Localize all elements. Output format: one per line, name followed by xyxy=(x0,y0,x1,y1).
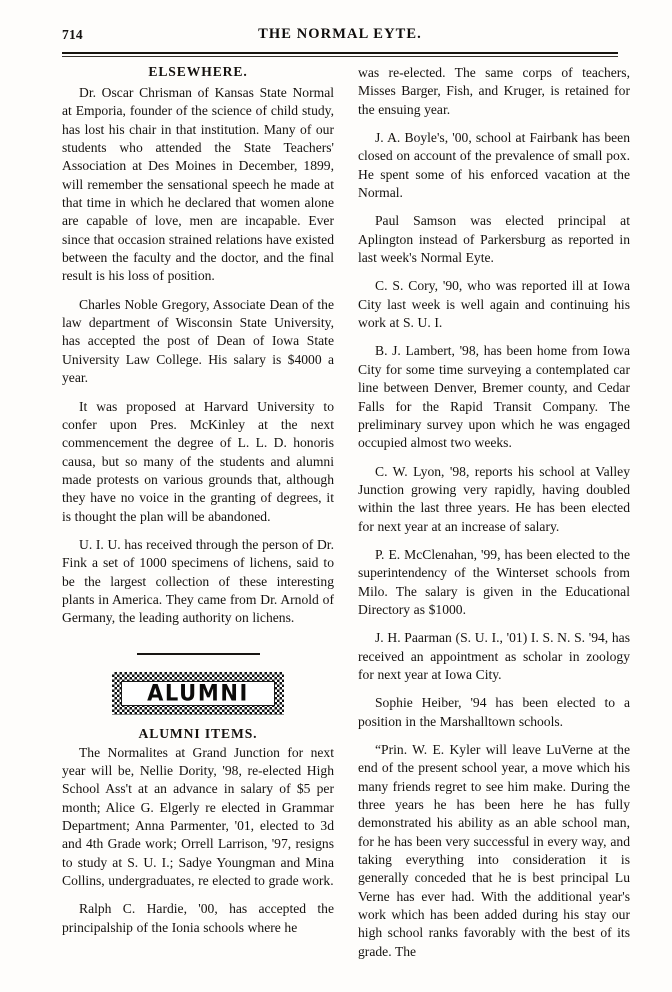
paragraph: was re-elected. The same corps of teachers, Misses Barger, Fish, and Kruger, is retained for the ensuing year. xyxy=(358,65,630,117)
alumni-banner xyxy=(62,672,334,720)
paragraph: C. S. Cory, '90, who was reported ill at Iowa City last week is well again and continuing his work at S. U. I. xyxy=(358,278,630,331)
paragraph: C. W. Lyon, '98, reports his school at Valley Junction growing very rapidly, having doubled within the last three years. He has been elected for next year at an increase of salary. xyxy=(358,463,630,534)
paragraph: Ralph C. Hardie, '00, has accepted the principalship of the Ionia schools where he xyxy=(62,901,334,935)
publication-title: THE NORMAL EYTE. xyxy=(258,26,422,42)
paragraph: Sophie Heiber, '94 has been elected to a position in the Marshalltown schools. xyxy=(358,695,630,729)
page-number: 714 xyxy=(62,27,83,42)
section-heading-alumni-items: ALUMNI ITEMS. xyxy=(138,725,258,741)
paragraph: B. J. Lambert, '98, has been home from Iowa City for some time surveying a contemplated car line between Denver, Bremer county, and Cedar Falls for the Rapid Transit Company. The preliminary survey upon which he was engaged occupied almost two weeks. xyxy=(358,343,630,451)
paragraph: “Prin. W. E. Kyler will leave LuVerne at the end of the present school year, a move which his many friends regret to see him make. During the three years he has been here he has fully demonstrated his ability as an able school man, for he has been very successful in every way, and taking everything into consideration it is generally conceded that he is best principal Lu Verne has ever had. With the additional year's work which has been added during his stay our high school ranks favorably with the best of its grade. The xyxy=(358,742,630,959)
header-rule-thick xyxy=(62,52,618,54)
paragraph: U. I. U. has received through the person of Dr. Fink a set of 1000 specimens of lichens, said to be the largest collection of these interesting plants in America. They came from Dr. Arnold of Germany, the leading authority on lichens. xyxy=(62,536,334,626)
paragraph: It was proposed at Harvard University to confer upon Pres. McKinley at the next commencement the degree of L. L. D. honoris causa, but so many of the students and alumni made protests on various grounds that, although they have no voice in the granting of degrees, it is thought the plan will be abandoned. xyxy=(62,398,334,524)
left-column xyxy=(62,64,334,940)
alumni-banner-inner xyxy=(121,681,275,706)
right-column xyxy=(358,64,630,964)
paragraph: P. E. McClenahan, '99, has been elected to the superintendency of the Winterset schools from Milo. The salary is given in the Educational Directory as $1000. xyxy=(358,546,630,617)
section-divider xyxy=(62,642,334,660)
paragraph: Paul Samson was elected principal at Aplington instead of Parkersburg as reported in last week's Normal Eyte. xyxy=(358,213,630,266)
paragraph: The Normalites at Grand Junction for next year will be, Nellie Dority, '98, re-elected High School Ass't at an advance in salary of $5 per month; Alice G. Elgerly re elected in Grammar Department; Anna Parmenter, '01, elected to 3d and 4th Grade work; Orrell Larrison, '97, resigns to study at S. U. I.; Sadye Youngman and Mina Collins, undergraduates, re elected to grade work. xyxy=(62,744,334,889)
paragraph: J. A. Boyle's, '00, school at Fairbank has been closed on account of the prevalence of small pox. He spent some of his enforced vacation at the Normal. xyxy=(358,130,630,201)
paragraph: J. H. Paarman (S. U. I., '01) I. S. N. S. '94, has received an appointment as scholar in zoology for next year at Iowa City. xyxy=(358,630,630,682)
paragraph: Charles Noble Gregory, Associate Dean of the law department of Wisconsin State University, has accepted the post of Dean of Iowa State University Law College. His salary is $4000 a year. xyxy=(62,296,334,386)
paragraph: Dr. Oscar Chrisman of Kansas State Normal at Emporia, founder of the science of child study, has lost his chair in that institution. Many of our students who attended the State Teachers' Association at Des Moines in December, 1899, will remember the sensational speech he made at that time in which he declared that women alone are capable of love, men are incapable. Ever since that occasion strained relations have existed between the faculty and the doctor, and the final result is his loss of position. xyxy=(62,85,334,284)
alumni-banner-label: ALUMNI xyxy=(147,679,249,706)
alumni-banner-frame xyxy=(112,672,284,715)
header-rule-thin xyxy=(62,56,618,57)
divider-rule xyxy=(137,653,260,655)
running-head xyxy=(62,26,618,48)
article-columns xyxy=(40,64,640,984)
section-heading-elsewhere: ELSEWHERE. xyxy=(148,64,248,79)
